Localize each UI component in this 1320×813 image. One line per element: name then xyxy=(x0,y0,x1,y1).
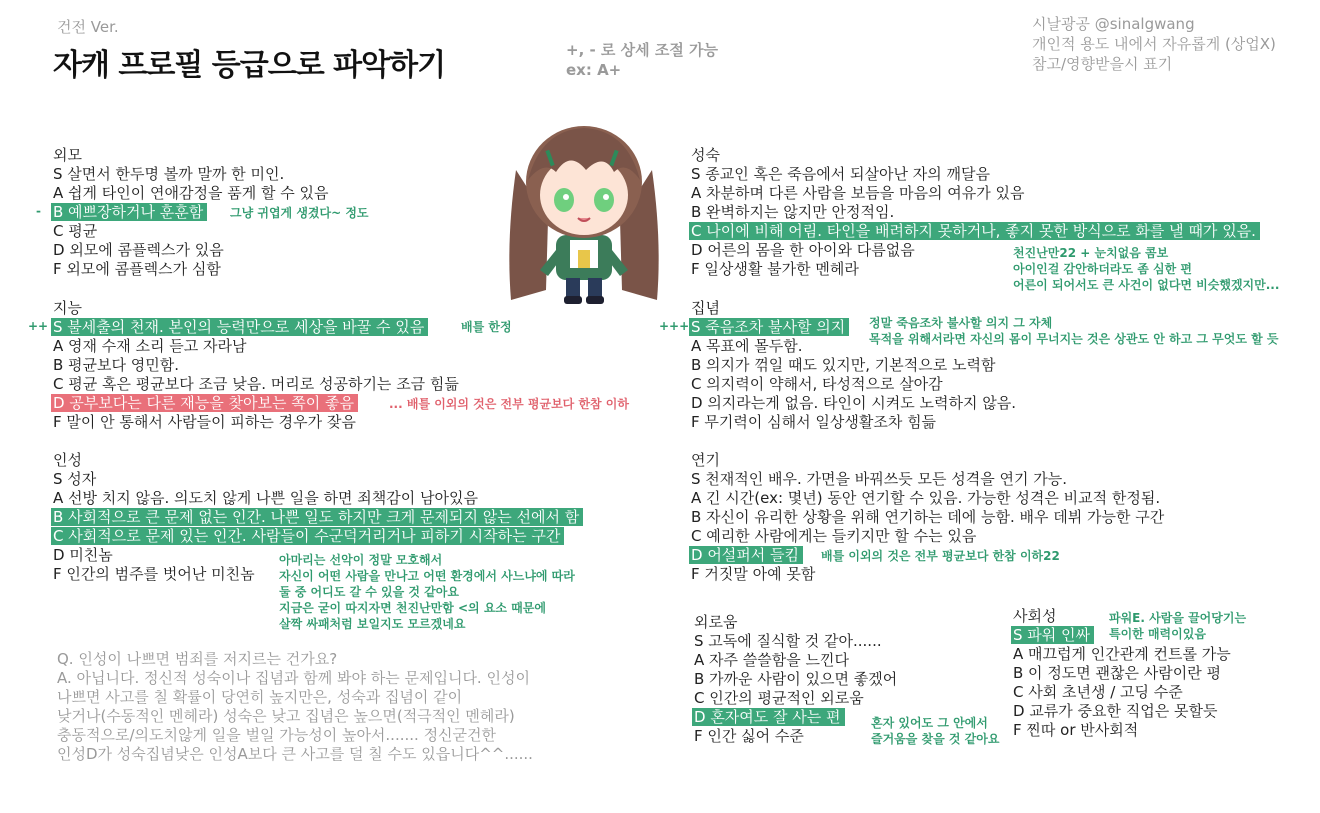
appearance-heading: 외모 xyxy=(53,146,82,164)
character-grade-f: F 인간의 범주를 벗어난 미친놈 xyxy=(53,565,255,583)
character-note-5: 살짝 싸패처럼 보일지도 모르겠네요 xyxy=(279,617,466,631)
credit-reference: 참고/영향받을시 표기 xyxy=(1032,55,1173,73)
intellect-grade-b: B 평균보다 영민함. xyxy=(53,356,180,374)
sociality-grade-a: A 매끄럽게 인간관계 컨트롤 가능 xyxy=(1013,645,1231,663)
character-notes xyxy=(279,552,575,632)
appearance-grade-b-highlight: B 예쁘장하거나 훈훈함 xyxy=(51,203,207,221)
appearance-grade-f: F 외모에 콤플렉스가 심함 xyxy=(53,260,221,278)
intellect-grade-f: F 말이 안 통해서 사람들이 피하는 경우가 잦음 xyxy=(53,413,356,431)
maturity-note-3: 어른이 되어서도 큰 사건이 없다면 비슷했겠지만... xyxy=(1013,278,1280,292)
sociality-heading: 사회성 xyxy=(1013,607,1057,625)
loneliness-note-1: 혼자 있어도 그 안에서 xyxy=(871,716,988,730)
intellect-note-d: ... 배틀 이외의 것은 전부 평균보다 한참 이하 xyxy=(389,397,629,411)
tenacity-grade-d: D 의지라는게 없음. 타인이 시켜도 노력하지 않음. xyxy=(691,394,1017,412)
appearance-modifier-mark: - xyxy=(36,204,41,218)
appearance-note: 그냥 귀엽게 생겼다~ 정도 xyxy=(230,206,369,220)
acting-grade-f: F 거짓말 아예 못함 xyxy=(691,565,816,583)
sociality-notes xyxy=(1109,610,1246,642)
maturity-grade-c-highlight: C 나이에 비해 어림. 타인을 배려하지 못하거나, 좋지 못한 방식으로 화를 낼 때가 있음. xyxy=(689,222,1260,240)
loneliness-note-2: 즐거움을 찾을 것 같아요 xyxy=(871,732,1000,746)
tenacity-grade-s-highlight: S 죽음조차 불사할 의지 xyxy=(689,318,849,336)
character-illustration xyxy=(486,100,682,310)
sociality-grade-b: B 이 정도면 괜찮은 사람이란 평 xyxy=(1013,664,1222,682)
maturity-grade-a: A 차분하며 다른 사람을 보듬을 마음의 여유가 있음 xyxy=(691,184,1025,202)
tenacity-note-2: 목적을 위해서라면 자신의 몸이 무너지는 것은 상관도 안 하고 그 무엇도 할 듯 xyxy=(869,332,1279,346)
qa-question: Q. 인성이 나쁘면 범죄를 저지르는 건가요? xyxy=(57,650,338,668)
maturity-grade-d: D 어른의 몸을 한 아이와 다름없음 xyxy=(691,241,915,259)
qa-answer-line-1: A. 아닙니다. 정신적 성숙이나 집념과 함께 봐야 하는 문제입니다. 인성이 xyxy=(57,669,530,687)
tenacity-grade-c: C 의지력이 약해서, 타성적으로 살아감 xyxy=(691,375,943,393)
acting-grade-s: S 천재적인 배우. 가면을 바꿔쓰듯 모든 성격을 연기 가능. xyxy=(691,470,1067,488)
sociality-grade-f: F 찐따 or 반사회적 xyxy=(1013,721,1139,739)
maturity-heading: 성숙 xyxy=(691,146,720,164)
character-note-3: 둘 중 어디도 갈 수 있을 것 같아요 xyxy=(279,585,459,599)
intellect-grade-d-highlight: D 공부보다는 다른 재능을 찾아보는 쪽이 좋음 xyxy=(51,394,358,412)
hint-line-1: +, - 로 상세 조절 가능 xyxy=(566,41,719,59)
section-intellect xyxy=(53,299,459,432)
maturity-grade-f: F 일상생활 불가한 멘헤라 xyxy=(691,260,859,278)
sociality-grade-d: D 교류가 중요한 직업은 못할듯 xyxy=(1013,702,1218,720)
acting-grade-b: B 자신이 유리한 상황을 위해 연기하는 데에 능함. 배우 데뷔 가능한 구간 xyxy=(691,508,1165,526)
character-grade-a: A 선방 치지 않음. 의도치 않게 나쁜 일을 하면 죄책감이 남아있음 xyxy=(53,489,478,507)
maturity-note-2: 아이인걸 감안하더라도 좀 심한 편 xyxy=(1013,262,1193,276)
loneliness-grade-f: F 인간 싫어 수준 xyxy=(694,727,804,745)
loneliness-grade-s: S 고독에 질식할 것 같아...... xyxy=(694,632,882,650)
sociality-note-1: 파워E. 사람을 끌어당기는 xyxy=(1109,611,1247,625)
intellect-heading: 지능 xyxy=(53,299,82,317)
character-heading: 인성 xyxy=(53,451,82,469)
acting-grade-a: A 긴 시간(ex: 몇년) 동안 연기할 수 있음. 가능한 성격은 비교적 한정됨. xyxy=(691,489,1161,507)
loneliness-grade-d-highlight: D 혼자여도 잘 사는 편 xyxy=(692,708,845,726)
character-note-4: 지금은 굳이 따지자면 천진난만함 <의 요소 때문에 xyxy=(279,601,546,615)
page-title: 자캐 프로필 등급으로 파악하기 xyxy=(53,48,446,83)
acting-note-d: 배틀 이외의 것은 전부 평균보다 한참 이하22 xyxy=(821,549,1060,563)
appearance-grade-d: D 외모에 콤플렉스가 있음 xyxy=(53,241,224,259)
tenacity-heading: 집념 xyxy=(691,299,720,317)
intellect-grade-c: C 평균 혹은 평균보다 조금 낮음. 머리로 성공하기는 조금 힘듦 xyxy=(53,375,459,393)
hint-line-2: ex: A+ xyxy=(566,61,622,79)
intellect-modifier-mark: ++ xyxy=(28,319,49,333)
sociality-grade-c: C 사회 초년생 / 고딩 수준 xyxy=(1013,683,1183,701)
version-label: 건전 Ver. xyxy=(57,18,119,36)
qa-answer-line-3: 낮거나(수동적인 멘헤라) 성숙은 낮고 집념은 높으면(적극적인 멘헤라) xyxy=(57,707,515,725)
acting-grade-d-highlight: D 어설퍼서 들킴 xyxy=(689,546,803,564)
maturity-grade-s: S 종교인 혹은 죽음에서 되살아난 자의 깨달음 xyxy=(691,165,990,183)
qa-block xyxy=(57,650,533,764)
credit-author: 시날광공 @sinalgwang xyxy=(1032,15,1195,33)
loneliness-notes xyxy=(871,715,999,747)
appearance-grade-c: C 평균 xyxy=(53,222,98,240)
character-grade-b-highlight: B 사회적으로 큰 문제 없는 인간. 나쁜 일도 하지만 크게 문제되지 않는 선에서 함 xyxy=(51,508,583,526)
character-grade-s: S 성자 xyxy=(53,470,97,488)
maturity-note-1: 천진난만22 + 눈치없음 콤보 xyxy=(1013,246,1169,260)
acting-heading: 연기 xyxy=(691,451,720,469)
qa-answer-line-4: 충동적으로/의도치않게 일을 벌일 가능성이 높아서....... 정신굳건한 xyxy=(57,726,497,744)
tenacity-notes xyxy=(869,315,1279,347)
tenacity-grade-b: B 의지가 꺾일 때도 있지만, 기본적으로 노력함 xyxy=(691,356,996,374)
character-note-1: 아마리는 선악이 정말 모호해서 xyxy=(279,553,443,567)
maturity-grade-b: B 완벽하지는 않지만 안정적임. xyxy=(691,203,895,221)
qa-answer-line-5: 인성D가 성숙집념낮은 인성A보다 큰 사고를 덜 칠 수도 있읍니다^^...... xyxy=(57,745,533,763)
acting-grade-c: C 예리한 사람에게는 들키지만 할 수는 있음 xyxy=(691,527,977,545)
tenacity-modifier-mark: +++ xyxy=(659,319,690,333)
intellect-note-s: 배틀 한정 xyxy=(461,320,512,334)
appearance-grade-a: A 쉽게 타인이 연애감정을 품게 할 수 있음 xyxy=(53,184,329,202)
tenacity-grade-a: A 목표에 몰두함. xyxy=(691,337,803,355)
character-grade-c-highlight: C 사회적으로 문제 있는 인간. 사람들이 수군덕거리거나 피하기 시작하는 구간 xyxy=(51,527,564,545)
loneliness-grade-c: C 인간의 평균적인 외로움 xyxy=(694,689,864,707)
qa-answer-line-2: 나쁘면 사고를 칠 확률이 당연히 높지만은, 성숙과 집념이 같이 xyxy=(57,688,463,706)
sociality-note-2: 특이한 매력이있음 xyxy=(1109,627,1206,641)
section-loneliness xyxy=(694,613,897,746)
credit-usage: 개인적 용도 내에서 자유롭게 (상업X) xyxy=(1032,35,1276,53)
sociality-grade-s-highlight: S 파워 인싸 xyxy=(1011,626,1094,644)
tenacity-note-1: 정말 죽음조차 불사할 의지 그 자체 xyxy=(869,316,1053,330)
intellect-grade-s-highlight: S 불세출의 천재. 본인의 능력만으로 세상을 바꿀 수 있음 xyxy=(51,318,428,336)
loneliness-heading: 외로움 xyxy=(694,613,738,631)
character-note-2: 자신이 어떤 사람을 만나고 어떤 환경에서 사느냐에 따라 xyxy=(279,569,575,583)
character-grade-d: D 미친놈 xyxy=(53,546,113,564)
appearance-grade-s: S 살면서 한두명 볼까 말까 한 미인. xyxy=(53,165,285,183)
tenacity-grade-f: F 무기력이 심해서 일상생활조차 힘듦 xyxy=(691,413,937,431)
section-acting xyxy=(691,451,1164,584)
loneliness-grade-b: B 가까운 사람이 있으면 좋겠어 xyxy=(694,670,898,688)
credit-block xyxy=(1032,14,1276,74)
maturity-notes xyxy=(1013,245,1279,293)
loneliness-grade-a: A 자주 쓸쓸함을 느낀다 xyxy=(694,651,849,669)
intellect-grade-a: A 영재 수재 소리 듣고 자라남 xyxy=(53,337,247,355)
